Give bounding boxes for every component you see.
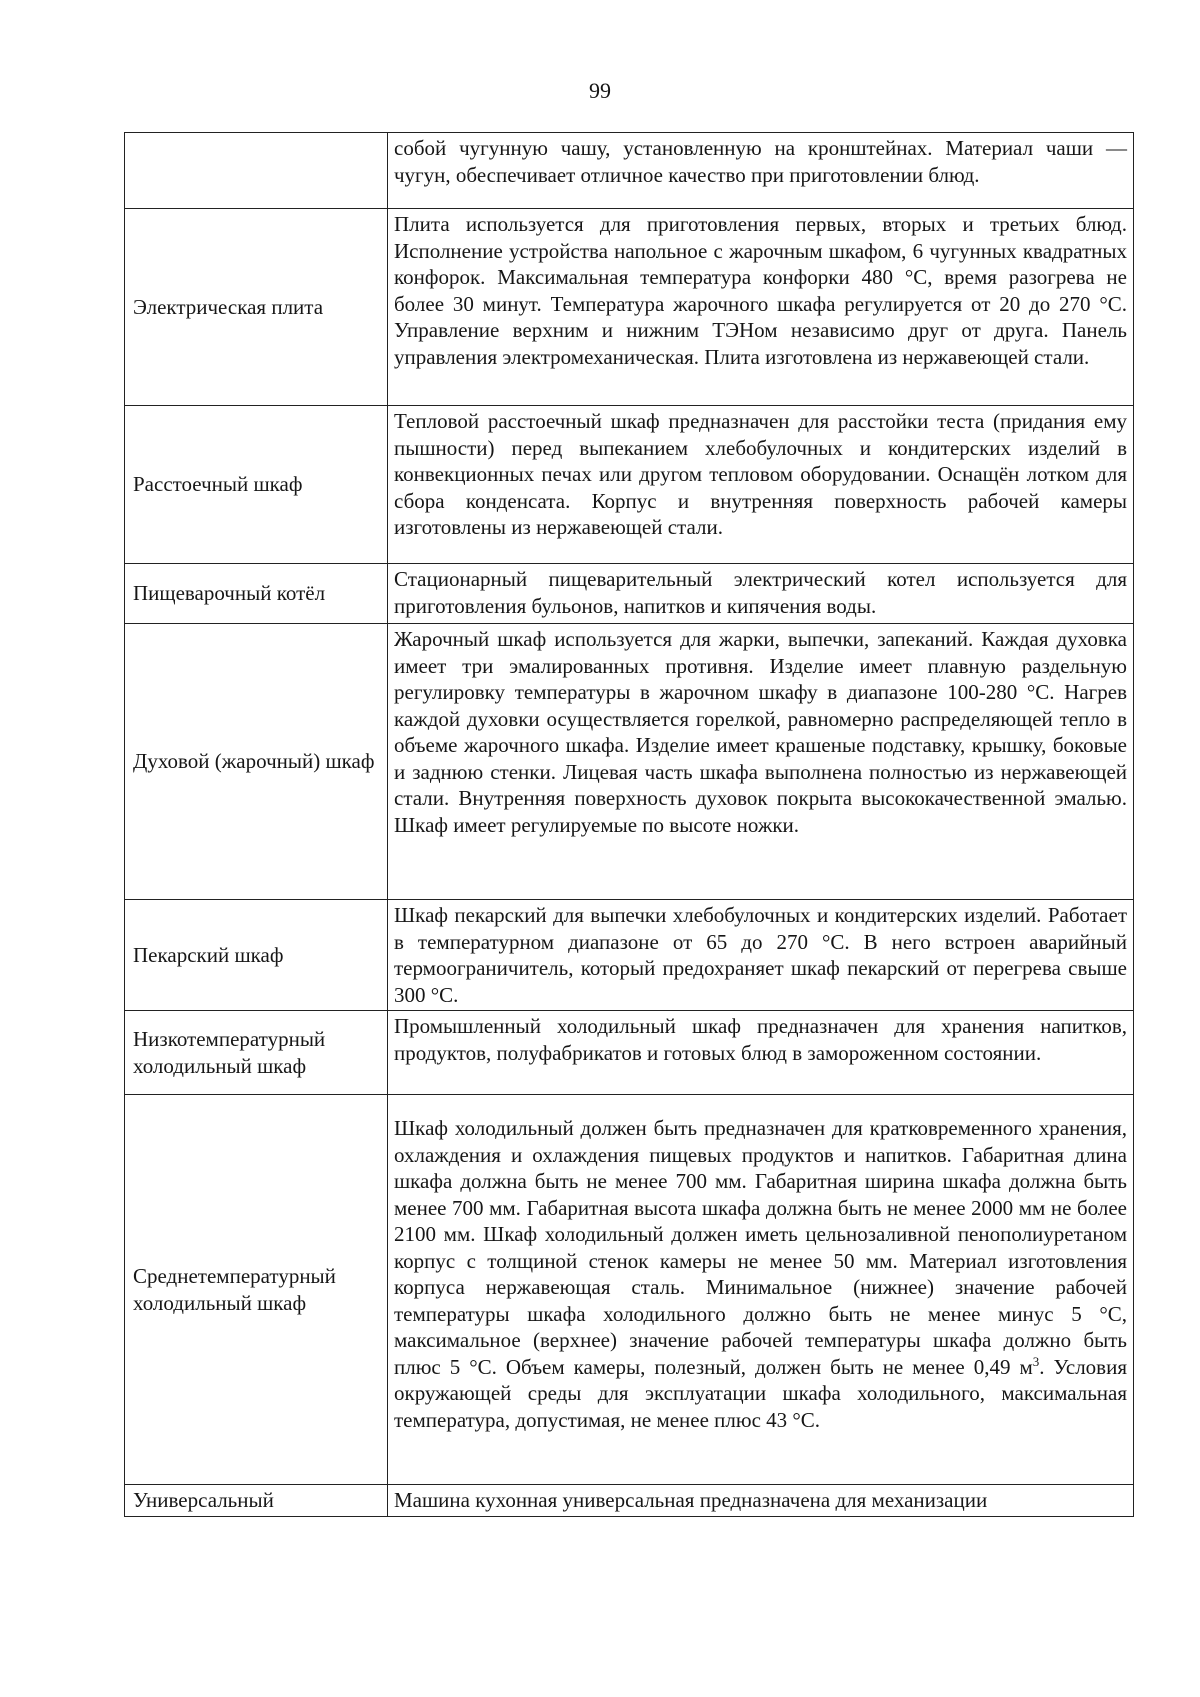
equipment-description: собой чугунную чашу, установленную на кронштейнах. Материал чаши — чугун, обеспечивает отличное качество при приготовлении блюд. (388, 133, 1134, 209)
equipment-description: Шкаф пекарский для выпечки хлебобулочных и кондитерских изделий. Работает в температурном диапазоне от 65 до 270 °С. В него встроен аварийный термоограничитель, который предохраняет шкаф пекарский от перегрева свыше 300 °С. (388, 900, 1134, 1011)
table-row (125, 900, 1134, 1011)
equipment-name: Среднетемпературный холодильный шкаф (125, 1095, 388, 1485)
equipment-description: Стационарный пищеварительный электрический котел используется для приготовления бульонов, напитков и кипячения воды. (388, 564, 1134, 624)
equipment-description: Жарочный шкаф используется для жарки, выпечки, запеканий. Каждая духовка имеет три эмалированных противня. Изделие имеет плавную раздельную регулировку температуры в жарочном шкафу в диапазоне 100-280 °С. Нагрев каждой духовки осуществляется горелкой, равномерно распределяющей тепло в объеме жарочного шкафа. Изделие имеет крашеные подставку, крышку, боковые и заднюю стенки. Лицевая часть шкафа выполнена полностью из нержавеющей стали. Внутренняя поверхность духовок покрыта высококачественной эмалью. Шкаф имеет регулируемые по высоте ножки. (388, 624, 1134, 900)
equipment-name: Пекарский шкаф (125, 900, 388, 1011)
equipment-name: Духовой (жарочный) шкаф (125, 624, 388, 900)
page-number: 99 (589, 78, 611, 103)
equipment-name: Универсальный (125, 1485, 388, 1517)
description-text-continued: . Условия окружающей среды для эксплуатации шкафа холодильного, максимальная температура, допустимая, не менее плюс 43 °С. (394, 1354, 1127, 1432)
table-row (125, 624, 1134, 900)
equipment-name: Низкотемпературный холодильный шкаф (125, 1011, 388, 1095)
equipment-table (124, 132, 1134, 1517)
superscript-exponent: 3 (1032, 1353, 1040, 1369)
equipment-name: Пищеварочный котёл (125, 564, 388, 624)
table-row (125, 564, 1134, 624)
equipment-name: Электрическая плита (125, 209, 388, 406)
equipment-description: Плита используется для приготовления первых, вторых и третьих блюд. Исполнение устройства напольное с жарочным шкафом, 6 чугунных квадратных конфорок. Максимальная температура конфорки 480 °С, время разогрева не более 30 минут. Температура жарочного шкафа регулируется от 20 до 270 °С. Управление верхним и нижним ТЭНом независимо друг от друга. Панель управления электромеханическая. Плита изготовлена из нержавеющей стали. (388, 209, 1134, 406)
equipment-description: Промышленный холодильный шкаф предназначен для хранения напитков, продуктов, полуфабрикатов и готовых блюд в замороженном состоянии. (388, 1011, 1134, 1095)
equipment-name (125, 133, 388, 209)
table-row (125, 406, 1134, 564)
equipment-description: Машина кухонная универсальная предназначена для механизации (388, 1485, 1134, 1517)
table-row (125, 209, 1134, 406)
equipment-description (388, 1095, 1134, 1485)
table-row (125, 1011, 1134, 1095)
description-text: Шкаф холодильный должен быть предназначен для кратковременного хранения, охлаждения и охлаждения пищевых продуктов и напитков. Габаритная длина шкафа должна быть не менее 700 мм. Габаритная ширина шкафа должна быть менее 700 мм. Габаритная высота шкафа должна быть не менее 2000 мм не более 2100 мм. Шкаф холодильный должен иметь цельнозаливной пенополиуретаном корпус с толщиной стенок камеры не менее 50 мм. Материал изготовления корпуса нержавеющая сталь. Минимальное (нижнее) значение рабочей температуры шкафа холодильного должно быть не менее минус 5 °С, максимальное (верхнее) значение рабочей температуры шкафа должно быть плюс 5 °С. Объем камеры, полезный, должен быть не менее 0,49 м (394, 1116, 1127, 1379)
equipment-name: Расстоечный шкаф (125, 406, 388, 564)
table-row (125, 1485, 1134, 1517)
table-row (125, 133, 1134, 209)
table-row (125, 1095, 1134, 1485)
equipment-description: Тепловой расстоечный шкаф предназначен для расстойки теста (придания ему пышности) перед выпеканием хлебобулочных и кондитерских изделий в конвекционных печах или другом тепловом оборудовании. Оснащён лотком для сбора конденсата. Корпус и внутренняя поверхность рабочей камеры изготовлены из нержавеющей стали. (388, 406, 1134, 564)
